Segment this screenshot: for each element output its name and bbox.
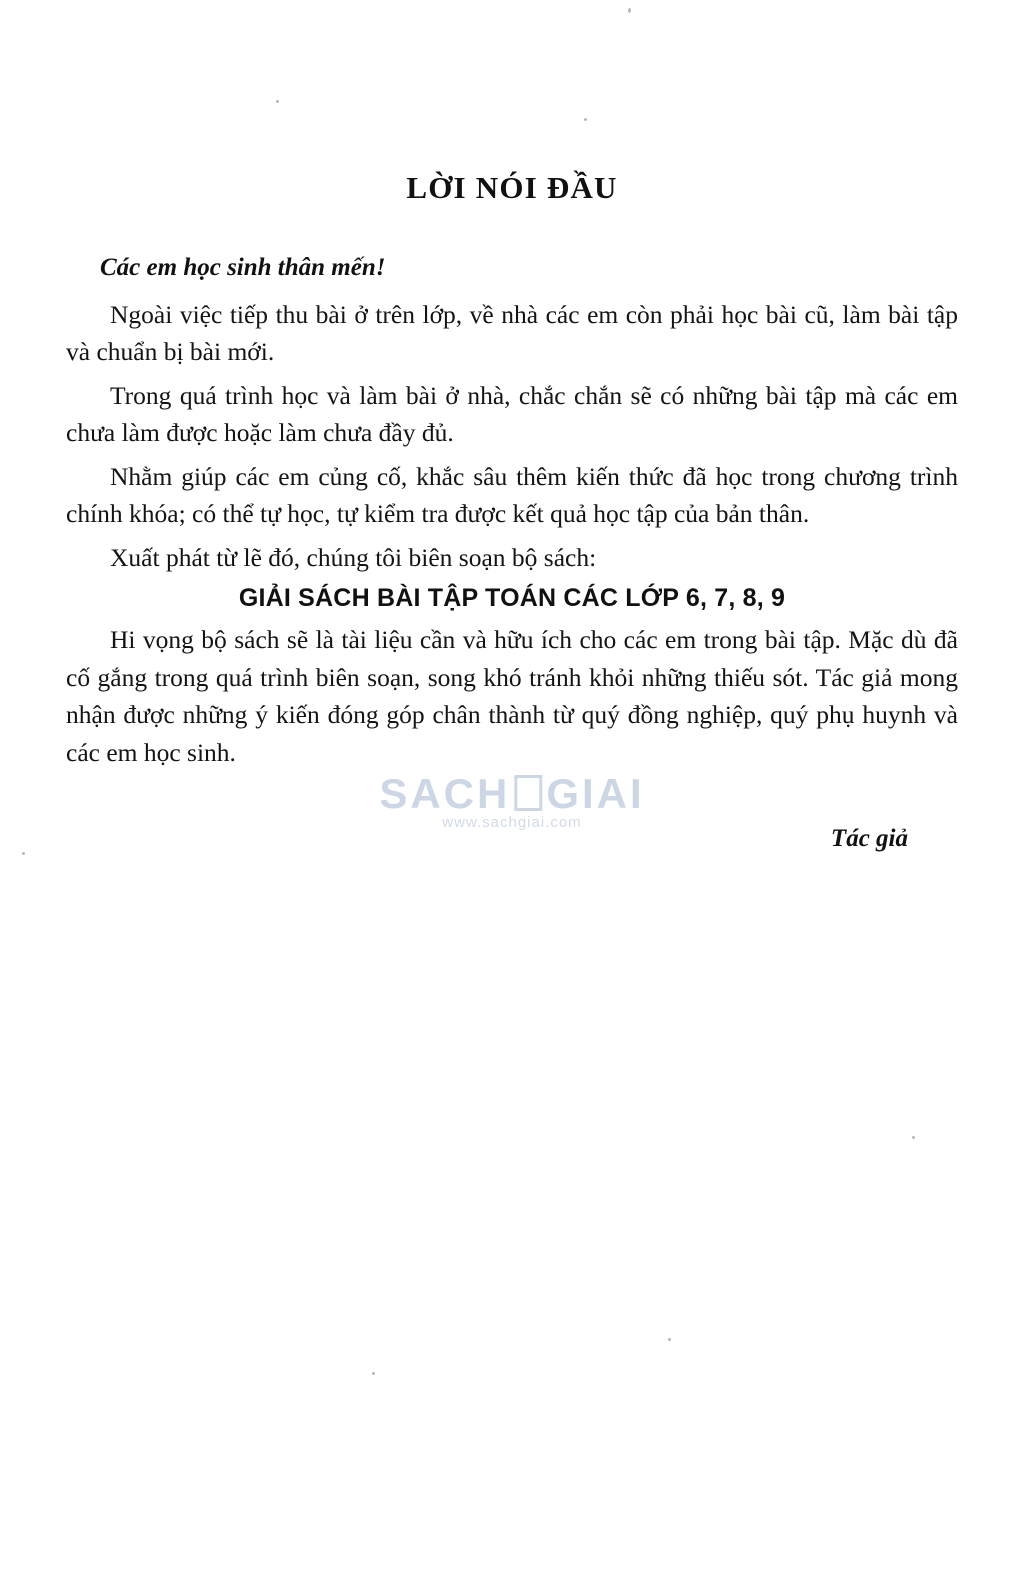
scan-speck [912, 1136, 915, 1139]
paragraph-1: Ngoài việc tiếp thu bài ở trên lớp, về nhà các em còn phải học bài cũ, làm bài tập và chuẩn bị bài mới. [66, 300, 958, 367]
scan-speck [22, 852, 25, 855]
book-series-title: GIẢI SÁCH BÀI TẬP TOÁN CÁC LỚP 6, 7, 8, 9 [238, 584, 786, 613]
paragraph-4: Xuất phát từ lẽ đó, chúng tôi biên soạn bộ sách: [110, 542, 597, 572]
scan-speck [584, 118, 587, 121]
watermark-text-right: GIAI [546, 770, 645, 817]
scan-speck [276, 100, 279, 103]
page-title: LỜI NÓI ĐẦU [406, 170, 618, 205]
paragraph-closing: Hi vọng bộ sách sẽ là tài liệu cần và hữu ích cho các em trong bài tập. Mặc dù đã cố gắng trong quá trình biên soạn, song khó tránh khỏi những thiếu sót. Tác giả mong nhận được những ý kiến đóng góp chân thành từ quý đồng nghiệp, quý phụ huynh và các em học sinh. [66, 625, 958, 767]
signature: Tác giả [830, 825, 908, 853]
scan-speck [628, 8, 631, 13]
paragraph-3: Nhằm giúp các em củng cố, khắc sâu thêm kiến thức đã học trong chương trình chính khóa; có thể tự học, tự kiểm tra được kết quả học tập của bản thân. [66, 461, 958, 529]
scan-speck [668, 1338, 671, 1341]
watermark-url: www.sachgiai.com [442, 814, 582, 831]
paragraph-2: Trong quá trình học và làm bài ở nhà, chắc chắn sẽ có những bài tập mà các em chưa làm được hoặc làm chưa đầy đủ. [66, 380, 958, 448]
salutation-line: Các em học sinh thân mến! [100, 254, 386, 281]
document-content [66, 170, 958, 878]
watermark-text-left: SACH [379, 770, 511, 817]
scan-speck [372, 1372, 375, 1375]
